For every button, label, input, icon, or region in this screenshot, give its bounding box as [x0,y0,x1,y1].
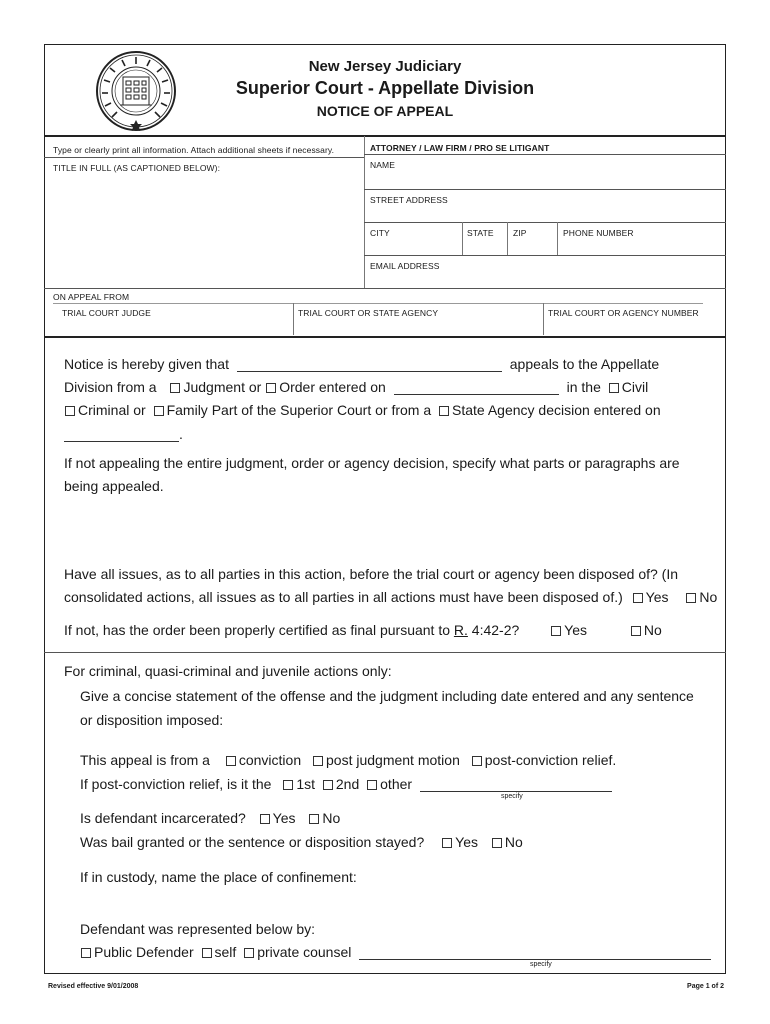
self-label: self [214,944,237,960]
private-counsel-checkbox[interactable] [244,948,254,958]
civil-checkbox[interactable] [609,383,619,393]
counsel-field[interactable] [359,947,711,960]
other-pcr-checkbox[interactable] [367,780,377,790]
disposed-question-2 [64,589,717,605]
divider [543,303,544,335]
divider [557,222,558,255]
conviction-checkbox[interactable] [226,756,236,766]
judgment-checkbox[interactable] [170,383,180,393]
rule-reference: R. [453,622,468,638]
incarcerated-yes-label: Yes [272,810,296,826]
judgment-label: Judgment or [183,379,262,395]
certified-question [64,622,662,638]
disposed-no-label: No [699,589,718,605]
notice-line-2 [64,379,648,395]
zip-label: ZIP [513,228,527,238]
notice-line-1 [64,356,659,372]
notice-intro: Notice is hereby given that [64,356,229,372]
public-defender-label: Public Defender [94,944,194,960]
bail-no-checkbox[interactable] [492,838,502,848]
incarcerated-question: Is defendant incarcerated? [80,810,246,826]
appellant-name-field[interactable] [237,359,502,372]
bail-no-label: No [504,834,523,850]
public-defender-checkbox[interactable] [81,948,91,958]
partial-appeal-field[interactable] [64,498,704,556]
agency-number-label: TRIAL COURT OR AGENCY NUMBER [548,308,699,318]
notice-line-3 [64,402,661,418]
city-label: CITY [370,228,390,238]
counsel-specify-caption: specify [530,961,552,968]
other-pcr-field[interactable] [420,779,612,792]
notice-division: Division from a [64,379,157,395]
agency-label: State Agency decision entered on [452,402,661,418]
disposed-yes-label: Yes [645,589,669,605]
private-counsel-label: private counsel [257,944,352,960]
agency-date-field[interactable] [64,429,179,442]
bail-yes-checkbox[interactable] [442,838,452,848]
appeal-from-heading: ON APPEAL FROM [53,292,130,302]
certified-text: If not, has the order been properly certified as final pursuant to [64,622,451,638]
bail-question: Was bail granted or the sentence or disposition stayed? [80,834,425,850]
notice-in-the: in the [566,379,601,395]
disposed-yes-checkbox[interactable] [633,593,643,603]
divider [364,189,726,190]
entered-date-field[interactable] [394,382,559,395]
divider [507,222,508,255]
attorney-name-label: NAME [370,160,395,170]
incarcerated-line [80,810,340,826]
notice-period: . [179,426,183,442]
case-title-field[interactable] [48,176,362,284]
second-pcr-checkbox[interactable] [323,780,333,790]
divider [364,136,365,288]
partial-appeal-text: If not appealing the entire judgment, order or agency decision, specify what parts or paragraphs are [64,455,680,471]
email-label: EMAIL ADDRESS [370,261,440,271]
divider [44,652,726,653]
criminal-heading: For criminal, quasi-criminal and juvenile actions only: [64,663,392,679]
state-label: STATE [467,228,494,238]
custody-question: If in custody, name the place of confinement: [80,869,357,885]
divider [44,157,364,158]
post-judgment-label: post judgment motion [326,752,460,768]
notice-appeals: appeals to the Appellate [509,356,660,372]
first-pcr-checkbox[interactable] [283,780,293,790]
title-label: TITLE IN FULL (AS CAPTIONED BELOW): [53,163,221,173]
post-judgment-checkbox[interactable] [313,756,323,766]
notice-line-4 [64,426,183,442]
certified-yes-label: Yes [564,622,588,638]
disposed-question: Have all issues, as to all parties in this action, before the trial court or agency been disposed of? (In [64,566,679,582]
appeal-from-line [80,752,616,768]
confinement-field[interactable] [360,866,700,886]
header-divider [44,135,726,137]
divider [53,303,703,304]
division-heading: Superior Court - Appellate Division [235,78,535,98]
conviction-label: conviction [238,752,302,768]
rule-number: 4:42-2? [471,622,520,638]
divider [364,154,726,155]
page-number: Page 1 of 2 [687,983,724,990]
disposed-consolidated: consolidated actions, all issues as to all parties in all actions must have been disposed of.) [64,589,623,605]
self-checkbox[interactable] [202,948,212,958]
divider [293,303,294,335]
first-pcr-label: 1st [296,776,315,792]
agency-checkbox[interactable] [439,406,449,416]
email-field[interactable] [366,272,724,286]
pcr-line [80,776,612,792]
attorney-name-field[interactable] [366,172,724,188]
trial-court-label: TRIAL COURT OR STATE AGENCY [298,308,439,318]
civil-label: Civil [621,379,649,395]
instructions-text: Type or clearly print all information. Attach additional sheets if necessary. [53,145,335,155]
bail-yes-label: Yes [455,834,478,850]
attorney-heading: ATTORNEY / LAW FIRM / PRO SE LITIGANT [370,143,550,153]
divider [364,255,726,256]
certified-no-label: No [643,622,662,638]
represented-question: Defendant was represented below by: [80,921,316,937]
family-label: Family Part of the Superior Court or from a [166,402,432,418]
incarcerated-no-label: No [322,810,341,826]
second-pcr-label: 2nd [335,776,360,792]
divider [364,222,726,223]
revised-date: Revised effective 9/01/2008 [48,983,139,990]
offense-statement-2: or disposition imposed: [80,712,224,728]
form-title: NOTICE OF APPEAL [316,103,454,119]
criminal-label: Criminal or [78,402,146,418]
disposed-no-checkbox[interactable] [686,593,696,603]
other-pcr-label: other [380,776,413,792]
certified-yes-checkbox[interactable] [551,626,561,636]
offense-statement: Give a concise statement of the offense and the judgment including date entered and any sentence [80,688,694,704]
order-checkbox[interactable] [266,383,276,393]
street-address-label: STREET ADDRESS [370,195,448,205]
certified-no-checkbox[interactable] [631,626,641,636]
pcr-specify-caption: specify [501,793,523,800]
phone-label: PHONE NUMBER [563,228,634,238]
judiciary-heading: New Jersey Judiciary [308,58,462,75]
incarcerated-no-checkbox[interactable] [309,814,319,824]
pcr-text: If post-conviction relief, is it the [80,776,272,792]
represented-line [80,944,711,960]
partial-appeal-text-2: being appealed. [64,478,164,494]
trial-judge-label: TRIAL COURT JUDGE [62,308,151,318]
street-address-field[interactable] [366,207,724,221]
incarcerated-yes-checkbox[interactable] [260,814,270,824]
family-checkbox[interactable] [154,406,164,416]
order-label: Order entered on [279,379,386,395]
divider [44,336,726,338]
criminal-checkbox[interactable] [65,406,75,416]
post-conviction-label: post-conviction relief. [484,752,617,768]
post-conviction-checkbox[interactable] [472,756,482,766]
appeal-from-text: This appeal is from a [80,752,210,768]
bail-line [80,834,523,850]
divider [462,222,463,255]
divider [44,288,726,289]
